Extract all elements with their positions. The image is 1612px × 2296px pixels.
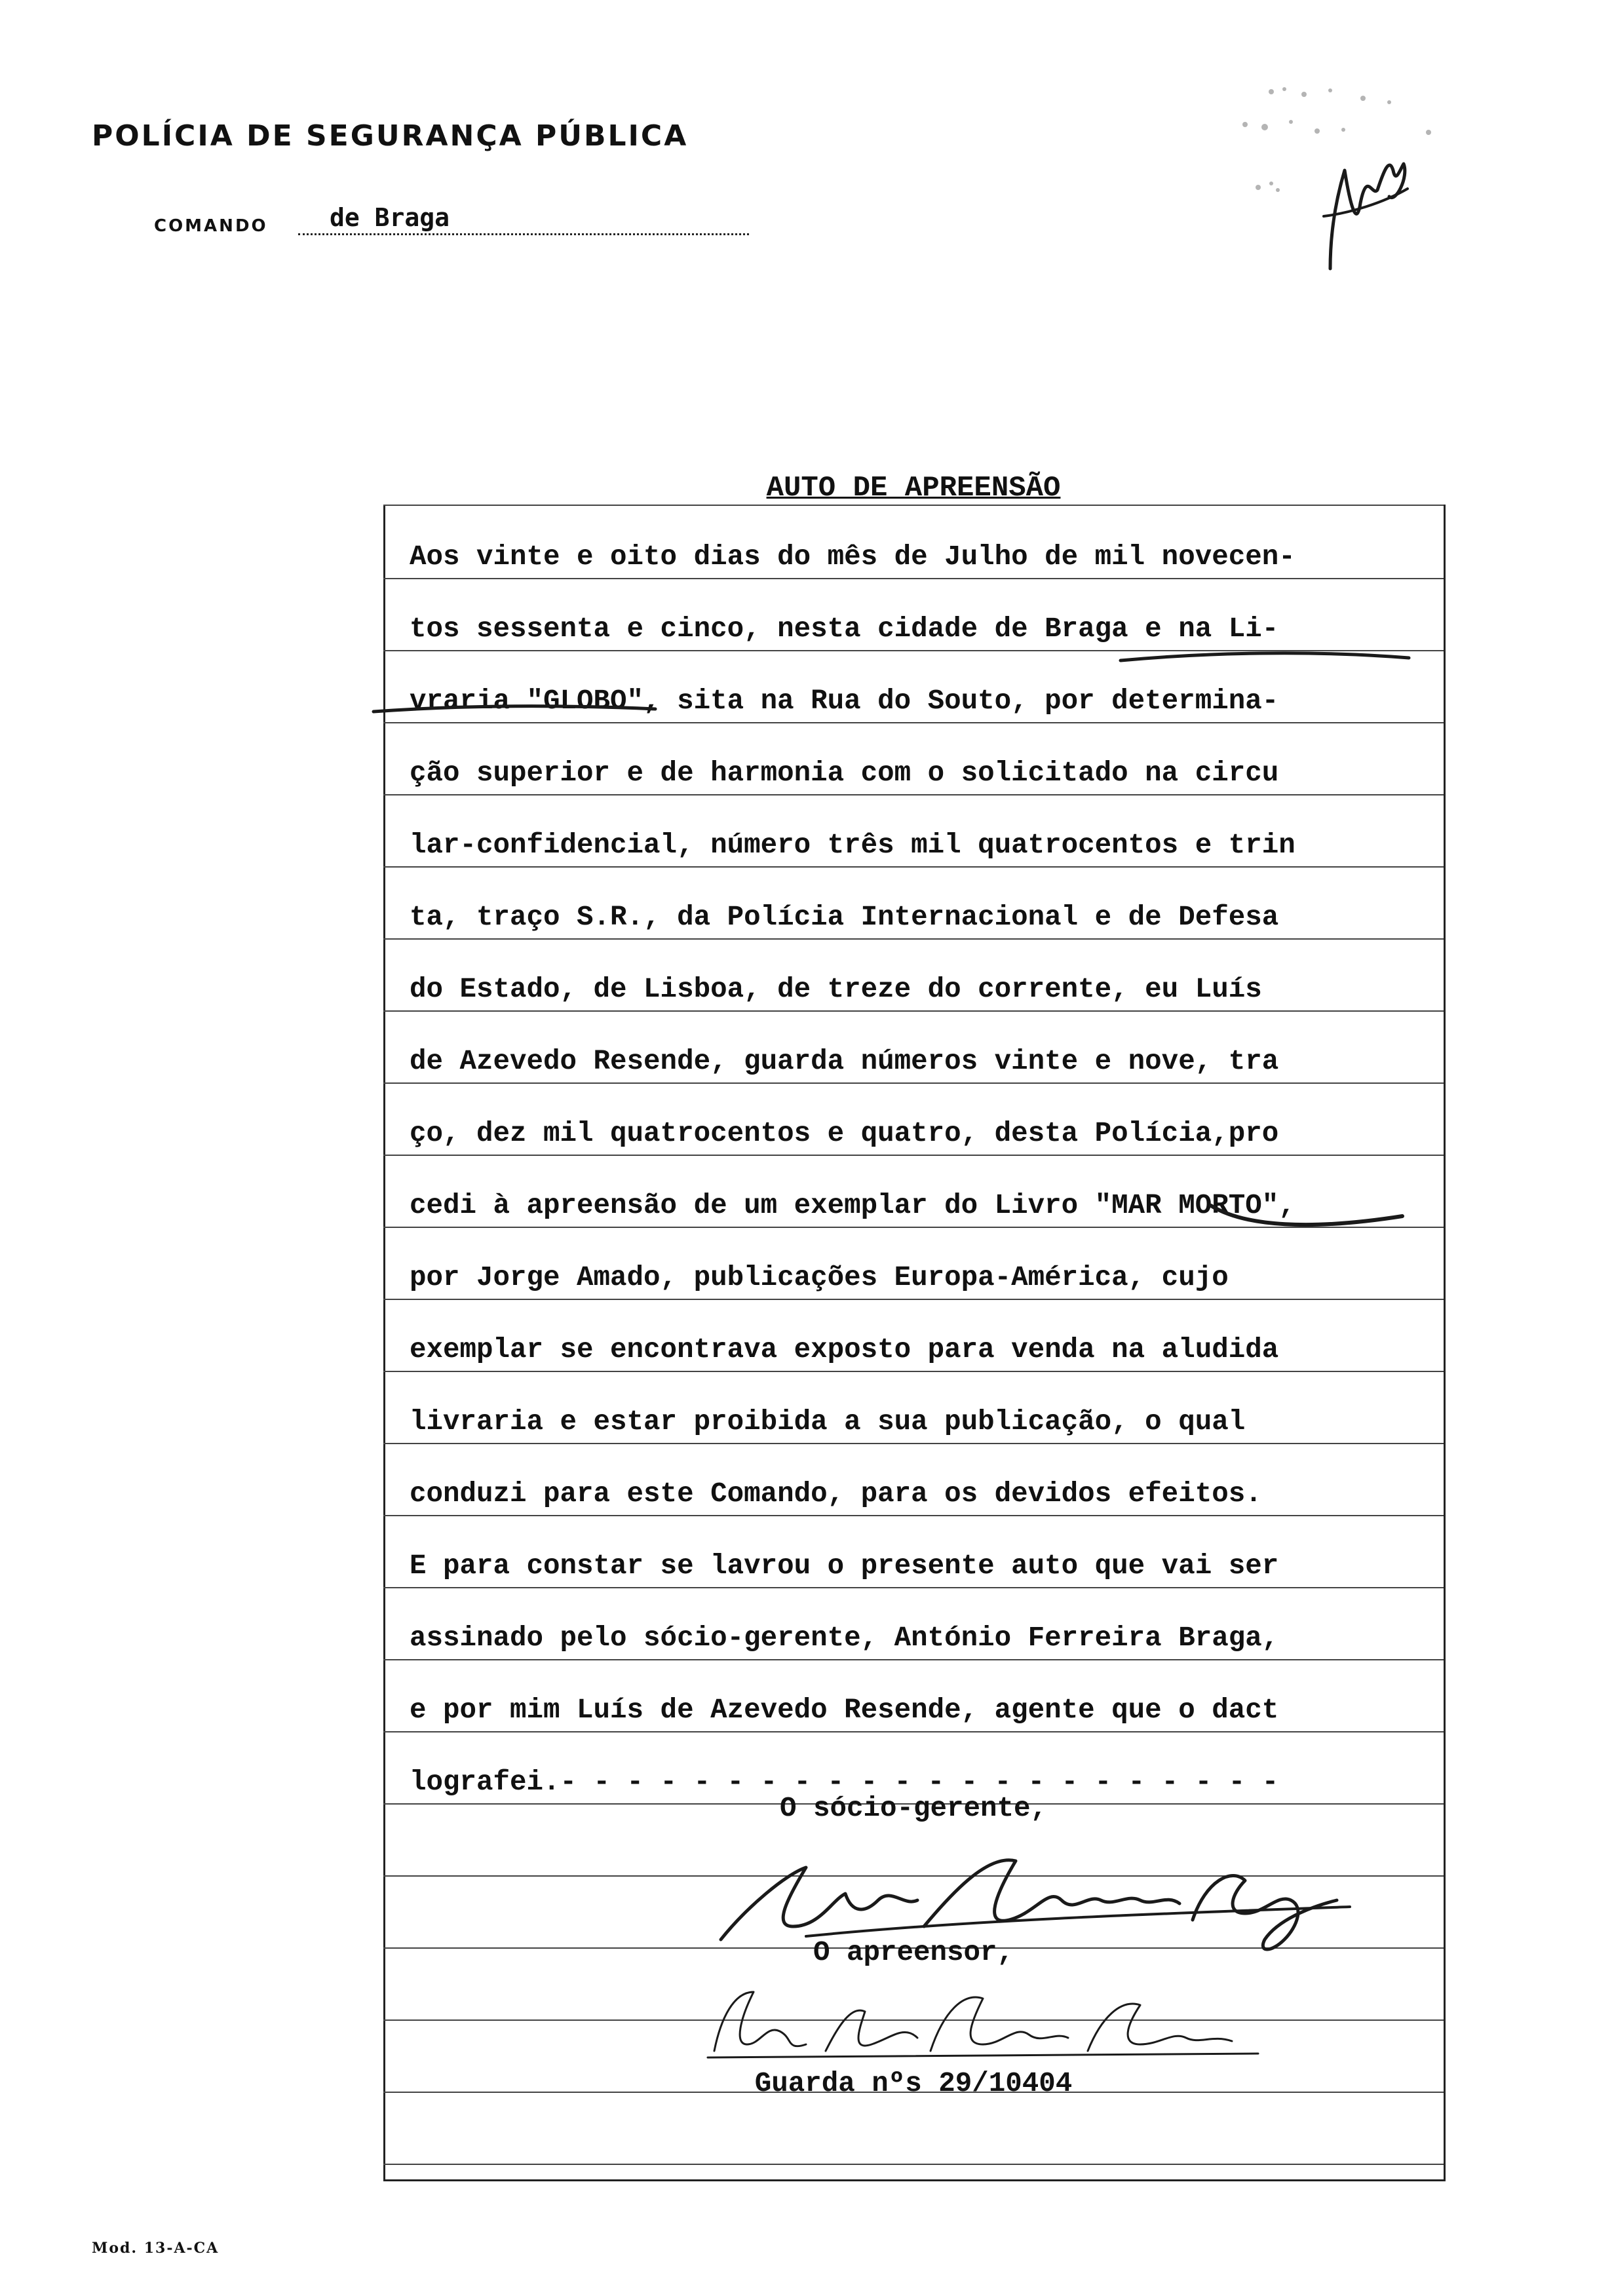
form-model-code: Mod. 13-A-CA [92,2240,220,2257]
body-line: de Azevedo Resende, guarda números vinte e nove, tra [410,1046,1279,1077]
ruled-line [383,1082,1444,1084]
body-line: e por mim Luís de Azevedo Resende, agente que o dact [410,1694,1279,1726]
body-line: lografei.- - - - - - - - - - - - - - - - - - - - - - [410,1767,1279,1798]
underline-annotation-livraria [367,649,668,734]
ruled-line [383,1659,1444,1660]
body-line: ço, dez mil quatrocentos e quatro, desta Polícia,pro [410,1118,1279,1149]
ruled-line [383,1155,1444,1156]
ruled-line [383,866,1444,868]
socio-gerente-caption: O sócio-gerente, [779,1793,1048,1824]
ruled-line [383,1515,1444,1516]
ruled-line [383,505,1444,506]
document-title: AUTO DE APREENSÃO [766,472,1061,505]
apreensor-caption: O apreensor, [813,1937,1014,1968]
ruled-line [383,1010,1444,1012]
body-line: livraria e estar proibida a sua publicação, o qual [410,1406,1246,1438]
guarda-number-line: Guarda nºs 29/10404 [754,2068,1073,2099]
body-line: tos sessenta e cinco, nesta cidade de Braga e na Li- [410,613,1279,645]
body-line: cedi à apreensão de um exemplar do Livro "MAR MORTO", [410,1190,1295,1221]
body-line: ção superior e de harmonia com o solicitado na circu [410,757,1279,789]
underline-annotation-braga [1114,636,1415,675]
ruled-line [383,578,1444,579]
ruled-line [383,1371,1444,1372]
signature-apreensor [695,1972,1284,2071]
body-line: do Estado, de Lisboa, de treze do corrente, eu Luís [410,974,1262,1005]
ruled-line [383,2164,1444,2165]
body-line: assinado pelo sócio-gerente, António Ferreira Braga, [410,1622,1279,1654]
body-line: por Jorge Amado, publicações Europa-América, cujo [410,1262,1229,1293]
ruled-line [383,938,1444,940]
ruled-line [383,1443,1444,1444]
underline-annotation-mar-morto [1206,1179,1429,1252]
ruled-line [383,1731,1444,1732]
body-line: Aos vinte e oito dias do mês de Julho de mil novecen- [410,541,1295,573]
body-line: conduzi para este Comando, para os devidos efeitos. [410,1478,1262,1510]
ruled-line [383,794,1444,795]
ruled-line [383,1299,1444,1300]
body-line: ta, traço S.R., da Polícia Internacional e de Defesa [410,902,1279,933]
body-line: lar-confidencial, número três mil quatrocentos e trin [410,830,1295,861]
ruled-line [383,1587,1444,1588]
stamp-and-initials-mark [1232,72,1468,295]
comando-value: de Braga [298,203,749,235]
agency-title: POLÍCIA DE SEGURANÇA PÚBLICA [92,119,689,153]
body-line: E para constar se lavrou o presente auto que vai ser [410,1550,1279,1582]
body-line: exemplar se encontrava exposto para venda na aludida [410,1334,1279,1366]
body-line: vraria "GLOBO", sita na Rua do Souto, por determina- [410,685,1279,717]
comando-label: COMANDO [154,216,268,236]
